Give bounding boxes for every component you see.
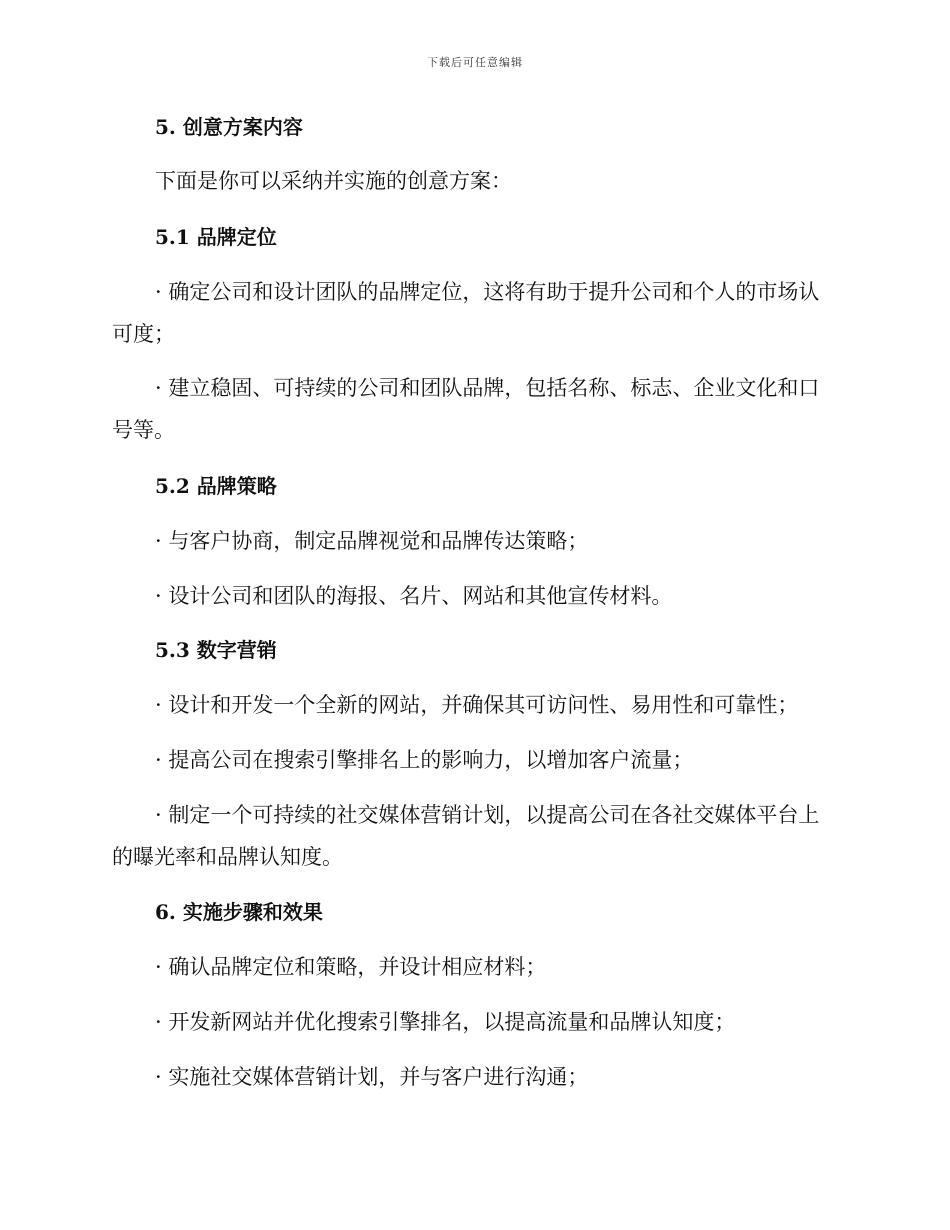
subsection-heading-5-3: 5.3 数字营销 [155,638,277,662]
section-heading-6: 6. 实施步骤和效果 [155,900,323,924]
paragraph-6-a: · 确认品牌定位和策略，并设计相应材料； [155,955,547,979]
paragraph-5-1-a: · 确定公司和设计团队的品牌定位，这将有助于提升公司和个人的市场认可度； [112,280,820,346]
page-header: 下载后可任意编辑 [427,56,523,69]
subsection-heading-5-1: 5.1 品牌定位 [155,225,277,249]
paragraph-5-1-b: · 建立稳固、可持续的公司和团队品牌，包括名称、标志、企业文化和口号等。 [112,376,820,442]
paragraph-5-2-a: · 与客户协商，制定品牌视觉和品牌传达策略； [155,529,589,553]
intro-paragraph: 下面是你可以采纳并实施的创意方案： [155,169,512,193]
paragraph-6-c: · 实施社交媒体营销计划，并与客户进行沟通； [155,1065,589,1089]
paragraph-5-2-b: · 设计公司和团队的海报、名片、网站和其他宣传材料。 [155,584,673,608]
paragraph-5-3-a: · 设计和开发一个全新的网站，并确保其可访问性、易用性和可靠性； [155,693,799,717]
paragraph-6-b: · 开发新网站并优化搜索引擎排名，以提高流量和品牌认知度； [155,1010,736,1034]
section-heading-5: 5. 创意方案内容 [155,115,303,139]
paragraph-5-3-c: · 制定一个可持续的社交媒体营销计划，以提高公司在各社交媒体平台上的曝光率和品牌认知度。 [112,803,820,869]
subsection-heading-5-2: 5.2 品牌策略 [155,474,277,498]
paragraph-5-3-b: · 提高公司在搜索引擎排名上的影响力，以增加客户流量； [155,748,694,772]
